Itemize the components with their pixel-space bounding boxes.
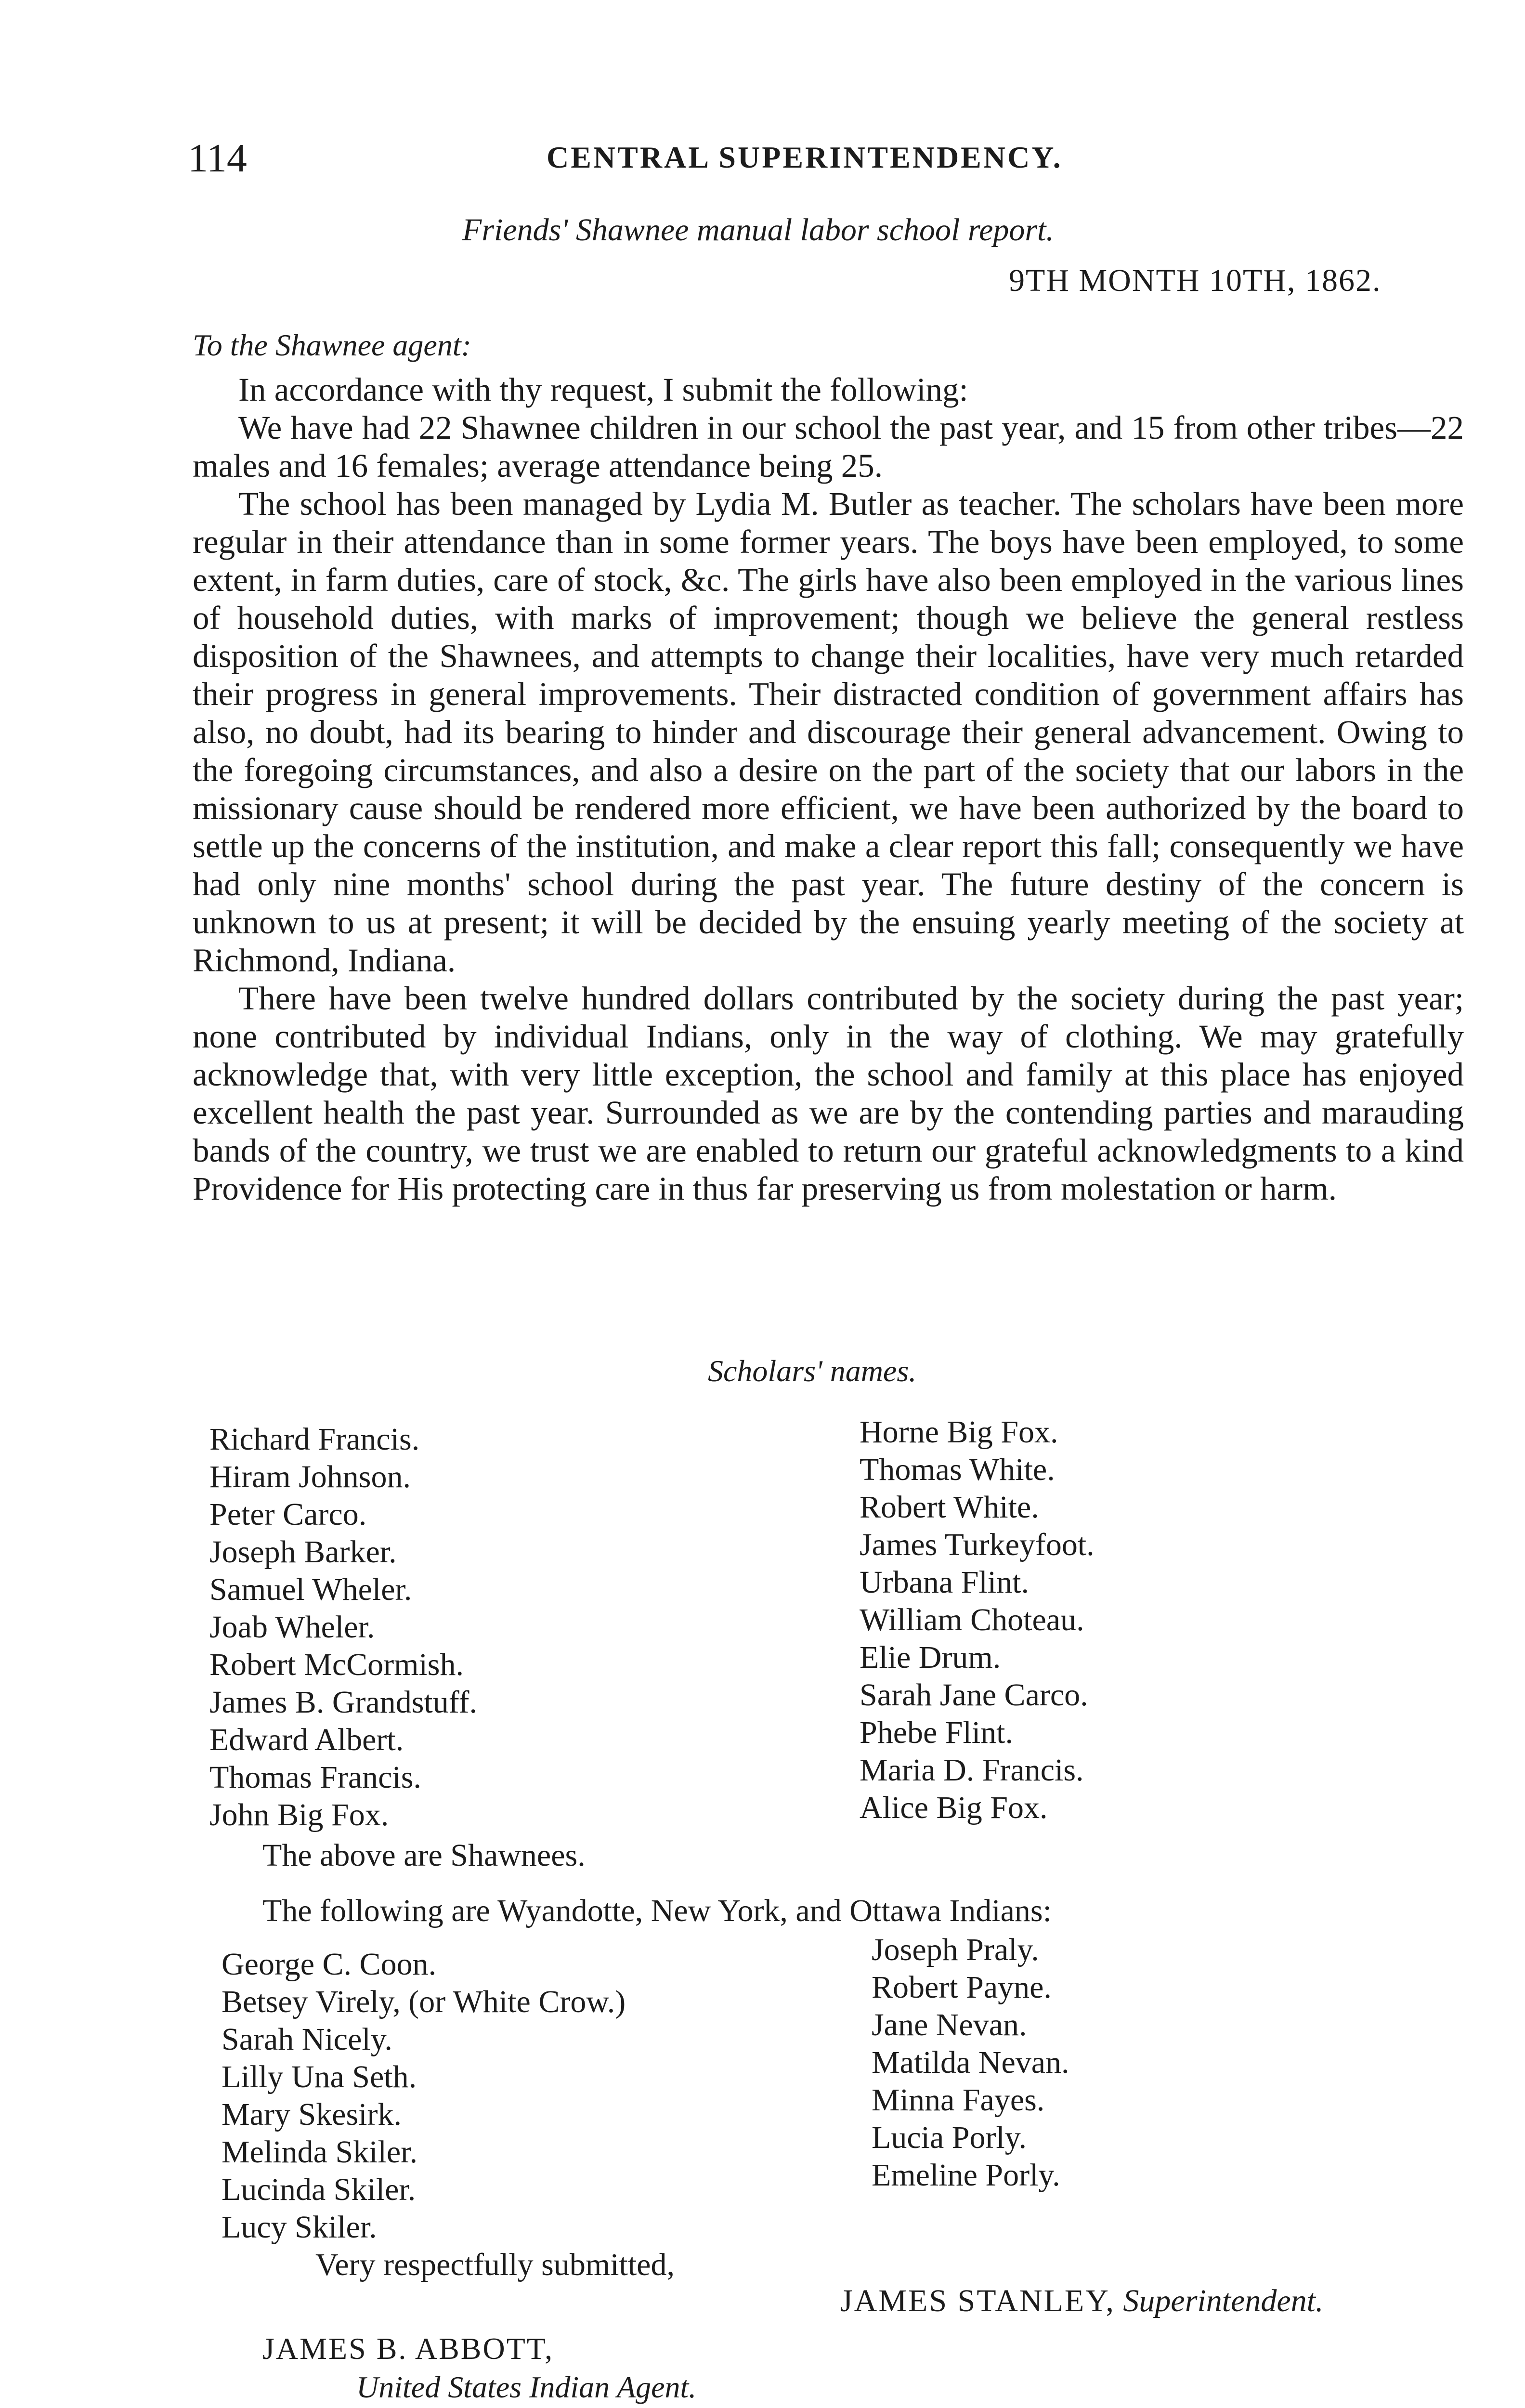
list-item: Mary Skesirk. bbox=[222, 2097, 402, 2132]
list-item: Jane Nevan. bbox=[872, 2007, 1027, 2042]
list-item: Sarah Nicely. bbox=[222, 2022, 392, 2057]
closing-line: Very respectfully submitted, bbox=[315, 2247, 675, 2282]
report-body bbox=[193, 371, 1464, 1208]
shawnee-names-left bbox=[209, 1421, 477, 1834]
paragraph: The school has been managed by Lydia M. Butler as teacher. The scholars have been more regular in their attendance than in some former years. The boys have been employed, to some extent, in farm duties, care of stock, &c. The girls have also been employed in the various lines of household duties, with marks of improvement; though we believe the general restless disposition of the Shawnees, and attempts to change their localities, have very much retarded their progress in general improvements. Their distracted condition of government affairs has also, no doubt, had its bearing to hinder and discourage their general advancement. Owing to the foregoing circumstances, and also a desire on the part of the society that our labors in the missionary cause should be rendered more efficient, we have been authorized by the board to settle up the concerns of the institution, and make a clear report this fall; consequently we have had only nine months' school during the past year. The future destiny of the concern is unknown to us at present; it will be decided by the ensuing yearly meeting of the society at Richmond, Indiana. bbox=[193, 485, 1464, 979]
paragraph: We have had 22 Shawnee children in our school the past year, and 15 from other tribes—22 males and 16 females; average attendance being 25. bbox=[193, 409, 1464, 484]
shawnee-note: The above are Shawnees. bbox=[262, 1838, 586, 1873]
list-item: Sarah Jane Carco. bbox=[860, 1677, 1088, 1713]
list-item: Phebe Flint. bbox=[860, 1715, 1014, 1750]
list-item: John Big Fox. bbox=[209, 1797, 389, 1832]
list-item: Peter Carco. bbox=[209, 1497, 367, 1532]
list-item: George C. Coon. bbox=[222, 1947, 437, 1982]
list-item: Joseph Praly. bbox=[872, 1932, 1039, 1967]
shawnee-names-right bbox=[860, 1413, 1095, 1827]
other-names-left bbox=[222, 1946, 626, 2246]
list-item: Minna Fayes. bbox=[872, 2082, 1045, 2118]
list-item: Lilly Una Seth. bbox=[222, 2059, 417, 2094]
list-item: Thomas White. bbox=[860, 1452, 1055, 1487]
scholars-heading: Scholars' names. bbox=[708, 1354, 917, 1388]
other-tribes-intro: The following are Wyandotte, New York, and Ottawa Indians: bbox=[262, 1893, 1052, 1928]
signer-name: JAMES STANLEY, bbox=[840, 2283, 1115, 2318]
list-item: Matilda Nevan. bbox=[872, 2045, 1069, 2080]
report-title: Friends' Shawnee manual labor school report. bbox=[462, 212, 1054, 248]
list-item: Urbana Flint. bbox=[860, 1565, 1029, 1600]
paragraph: In accordance with thy request, I submit the following: bbox=[238, 371, 968, 408]
list-item: William Choteau. bbox=[860, 1602, 1084, 1637]
list-item: Hiram Johnson. bbox=[209, 1459, 411, 1494]
running-header bbox=[188, 135, 1440, 181]
salutation: To the Shawnee agent: bbox=[193, 328, 471, 362]
list-item: Richard Francis. bbox=[209, 1422, 420, 1457]
paragraph: There have been twelve hundred dollars contributed by the society during the past year; none contributed by individual Indians, only in the way of clothing. We may gratefully acknowledge that, with very little exception, the school and family at this place has enjoyed excellent health the past year. Surrounded as we are by the contending parties and marauding bands of the country, we trust we are enabled to return our grateful acknowledgments to a kind Providence for His protecting care in thus far preserving us from molestation or harm. bbox=[193, 980, 1464, 1207]
list-item: James Turkeyfoot. bbox=[860, 1527, 1095, 1562]
list-item: Betsey Virely, (or White Crow.) bbox=[222, 1984, 626, 2019]
list-item: Alice Big Fox. bbox=[860, 1790, 1048, 1825]
list-item: Maria D. Francis. bbox=[860, 1753, 1084, 1788]
list-item: Edward Albert. bbox=[209, 1722, 404, 1757]
list-item: Robert Payne. bbox=[872, 1970, 1052, 2005]
list-item: Lucia Porly. bbox=[872, 2120, 1027, 2155]
other-names-right bbox=[872, 1931, 1069, 2194]
superintendent-signature bbox=[840, 2283, 1323, 2319]
list-item: Thomas Francis. bbox=[209, 1760, 421, 1795]
agent-name: JAMES B. ABBOTT, bbox=[262, 2331, 554, 2366]
list-item: Elie Drum. bbox=[860, 1640, 1001, 1675]
report-date: 9TH MONTH 10TH, 1862. bbox=[1009, 263, 1382, 298]
list-item: Emeline Porly. bbox=[872, 2158, 1060, 2193]
page-number: 114 bbox=[188, 136, 247, 181]
list-item: Lucinda Skiler. bbox=[222, 2172, 416, 2207]
list-item: Lucy Skiler. bbox=[222, 2210, 377, 2245]
list-item: Robert McCormish. bbox=[209, 1647, 464, 1682]
list-item: Melinda Skiler. bbox=[222, 2134, 417, 2170]
list-item: Horne Big Fox. bbox=[860, 1414, 1058, 1450]
running-title: CENTRAL SUPERINTENDENCY. bbox=[547, 140, 1063, 174]
list-item: Samuel Wheler. bbox=[209, 1572, 412, 1607]
list-item: Joseph Barker. bbox=[209, 1534, 397, 1570]
signer-title: Superintendent. bbox=[1123, 2283, 1324, 2318]
list-item: Robert White. bbox=[860, 1490, 1039, 1525]
agent-title: United States Indian Agent. bbox=[356, 2370, 697, 2404]
list-item: James B. Grandstuff. bbox=[209, 1685, 478, 1720]
list-item: Joab Wheler. bbox=[209, 1610, 375, 1645]
